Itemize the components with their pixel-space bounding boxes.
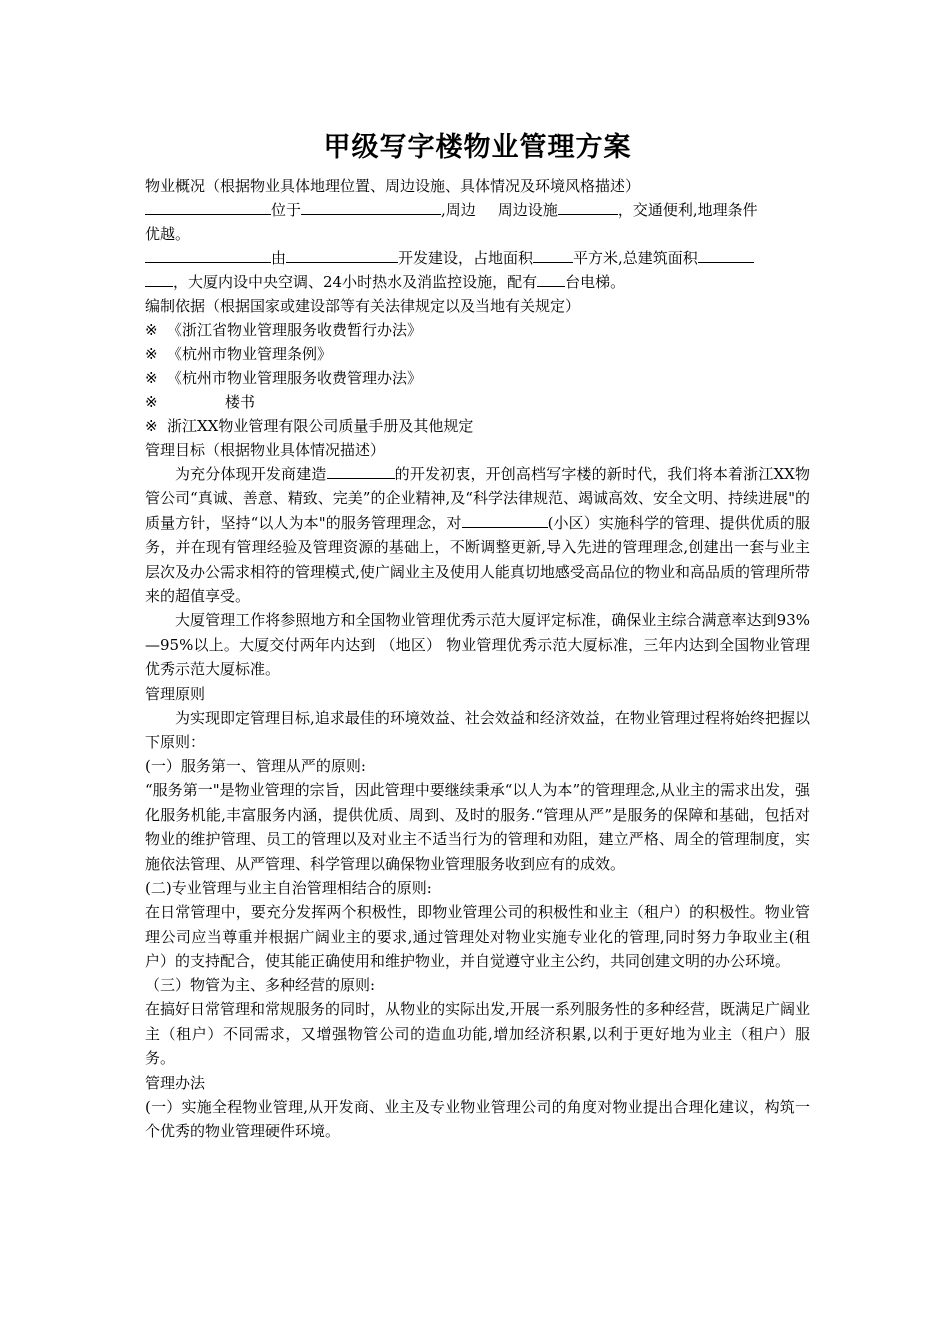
goals-paragraph-1: 为充分体现开发商建造 的开发初衷，开创高档写字楼的新时代，我们将本着浙江XX物管公司“真诚、善意、精致、完美”的企业精神,及“科学法律规范、竭诚高效、安全文明、持续进展"的质量方针，坚持“以人为本"的服务管理理念，对 (小区）实施科学的管理、提供优质的服务，并在现有管理经验及管理资源的基础上，不断调整更新,导入先进的管理理念,创建出一套与业主层次及办公需求相符的管理模式,使广阔业主及使用人能真切地感受高品位的物业和高品质的管理所带来的超值享受。 — [145, 462, 810, 608]
blank-elevator-count — [537, 270, 565, 287]
blank-building-area — [698, 246, 754, 263]
goals-paragraph-2: 大厦管理工作将参照地方和全国物业管理优秀示范大厦评定标准，确保业主综合满意率达到93%—95%以上。大厦交付两年内达到 （地区） 物业管理优秀示范大厦标准，三年内达到全国物业管理优秀示范大厦标准。 — [145, 611, 810, 679]
document-page — [145, 126, 810, 1143]
blank-project-name-2 — [145, 246, 271, 263]
principle-3-title: （三）物管为主、多种经营的原则: — [145, 976, 376, 995]
overview-line-3: 由 开发建设，占地面积 平方米,总建筑面积 — [145, 246, 810, 270]
principle-3-body: 在搞好日常管理和常规服务的同时，从物业的实际出发,开展一系列服务性的多种经营，既满足广阔业主（租户）不同需求，又增强物管公司的造血功能,增加经济积累,以利于更好地为业主（租户）服务。 — [145, 1000, 810, 1068]
blank-building-name — [462, 511, 548, 528]
principle-2-title: (二)专业管理与业主自治管理相结合的原则: — [145, 879, 432, 898]
goals-heading: 管理目标（根据物业具体情况描述） — [145, 441, 386, 459]
principle-2-body: 在日常管理中，要充分发挥两个积极性，即物业管理公司的积极性和业主（租户）的积极性。物业管理公司应当尊重并根据广阔业主的要求,通过管理处对物业实施专业化的管理,同时努力争取业主(租户）的支持配合，使其能正确使用和维护物业，并自觉遵守业主公约，共同创建文明的办公环境。 — [145, 903, 810, 970]
blank-developer — [286, 246, 398, 263]
overview-line-2: 优越。 — [145, 225, 191, 243]
basis-item: ※ 《浙江省物业管理服务收费暂行办法》 — [145, 321, 423, 339]
blank-land-area — [533, 246, 573, 263]
overview-heading: 物业概况（根据物业具体地理位置、周边设施、具体情况及环境风格描述） — [145, 177, 641, 195]
methods-heading: 管理办法 — [145, 1073, 206, 1092]
principles-intro: 为实现即定管理目标,追求最佳的环境效益、社会效益和经济效益，在物业管理过程将始终把握以下原则： — [145, 708, 810, 752]
overview-line-1: 位于 ,周边 周边设施 ，交通便利,地理条件 — [145, 198, 810, 222]
basis-item: ※ 楼书 — [145, 393, 256, 411]
blank-project-name — [145, 198, 271, 215]
basis-heading: 编制依据（根据国家或建设部等有关法律规定以及当地有关规定） — [145, 297, 581, 315]
methods-paragraph-1: (一）实施全程物业管理,从开发商、业主及专业物业管理公司的角度对物业提出合理化建议，构筑一个优秀的物业管理硬件环境。 — [145, 1097, 810, 1140]
overview-line-4: ，大厦内设中央空调、24小时热水及消监控设施，配有 台电梯。 — [145, 270, 810, 294]
basis-item: ※ 《杭州市物业管理条例》 — [145, 345, 333, 363]
basis-item: ※ 《杭州市物业管理服务收费管理办法》 — [145, 369, 423, 387]
principles-heading: 管理原则 — [145, 684, 206, 703]
blank-developer-name — [327, 462, 395, 479]
blank-building-area-cont — [145, 270, 173, 287]
document-title: 甲级写字楼物业管理方案 — [323, 132, 632, 163]
blank-facilities — [558, 198, 618, 215]
blank-location — [301, 198, 441, 215]
principle-1-body: “服务第一"是物业管理的宗旨，因此管理中要继续秉承“以人为本”的管理理念,从业主的需求出发，强化服务机能,丰富服务内涵，提供优质、周到、及时的服务.“管理从严”是服务的保障和基础，包括对物业的维护管理、员工的管理以及对业主不适当行为的管理和劝阻，建立严格、周全的管理制度，实施依法管理、从严管理、科学管理以确保物业管理服务收到应有的成效。 — [145, 781, 810, 873]
basis-item: ※ 浙江XX物业管理有限公司质量手册及其他规定 — [145, 417, 474, 435]
principle-1-title: (一）服务第一、管理从严的原则: — [145, 757, 366, 776]
